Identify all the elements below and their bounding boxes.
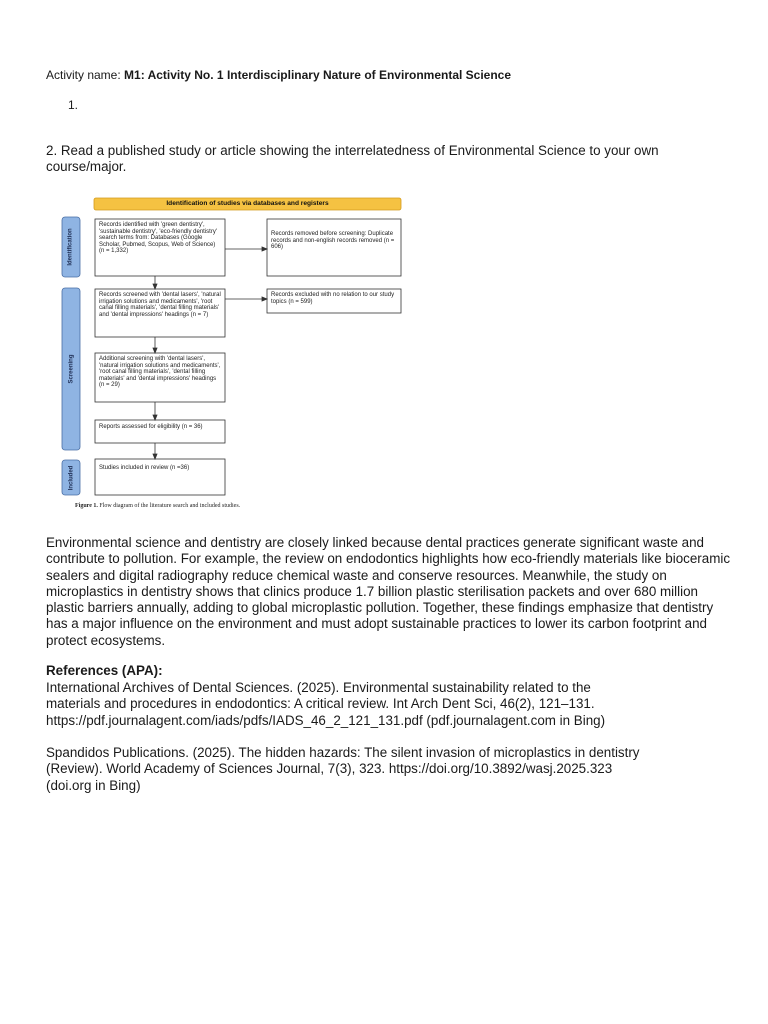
- activity-name-line: [46, 68, 511, 82]
- reference-1-line-2: materials and procedures in endodontics: A critical review. Int Arch Dent Sci, 46(2), 121–131.: [46, 696, 595, 712]
- references-heading: References (APA):: [46, 663, 163, 678]
- box-records-screened: Records screened with 'dental lasers', 'natural irrigation solutions and medicaments', 'root canal filling materials', 'dental filling materials' and 'dental impressions' headings (n = 7): [99, 292, 221, 318]
- stage-identification: Identification: [68, 228, 74, 266]
- stage-included: Included: [68, 465, 75, 490]
- list-item-1: 1.: [68, 98, 79, 112]
- box-additional-screening: Additional screening with 'dental lasers', 'natural irrigation solutions and medicaments', 'root canal filling materials', 'dental filling materials' and 'dental impressions' headings (n = 29): [99, 356, 221, 389]
- box-reports-assessed: Reports assessed for eligibility (n = 36): [99, 424, 203, 430]
- reference-1-line-1: International Archives of Dental Sciences. (2025). Environmental sustainability related to the: [46, 680, 591, 695]
- box-studies-included: Studies included in review (n =36): [99, 465, 190, 471]
- reference-1: [46, 680, 746, 729]
- figure-caption: Figure 1. Flow diagram of the literature search and included studies.: [75, 503, 241, 509]
- reference-1-line-3[interactable]: https://pdf.journalagent.com/iads/pdfs/IADS_46_2_121_131.pdf (pdf.journalagent.com in Bing): [46, 712, 606, 728]
- reference-2-line-3: (doi.org in Bing): [46, 777, 141, 793]
- box-records-excluded: Records excluded with no relation to our study topics (n = 599): [271, 292, 395, 305]
- flow-diagram-figure: [60, 193, 408, 516]
- reference-2-line-1: Spandidos Publications. (2025). The hidden hazards: The silent invasion of microplastics in dentistry: [46, 745, 640, 760]
- box-records-identified: Records identified with 'green dentistry', 'sustainable dentistry', 'eco-friendly dentistry' search terms from: Databases (Google Scholar, Pubmed, Scopus, Web of Science) (n = 1,332): [99, 222, 217, 255]
- activity-title: M1: Activity No. 1 Interdisciplinary Nature of Environmental Science: [124, 68, 512, 82]
- box-records-removed: Records removed before screening: Duplicate records and non-english records removed (n = 606): [271, 231, 395, 251]
- flow-header: Identification of studies via databases and registers: [166, 200, 329, 207]
- body-paragraph: Environmental science and dentistry are closely linked because dental practices generate significant waste and contribute to pollution. For example, the review on endodontics highlights how eco-friendly materials like bioceramic sealers and digital radiography reduce chemical waste and conserve resources. Meanwhile, the study on microplastics in dentistry shows that clinics produce 1.7 billion plastic sterilisation packets and over 680 million plastic barriers annually, adding to global microplastic pollution. Together, these findings emphasize that dentistry has a major influence on the environment and must adopt sustainable practices to lower its carbon footprint and protect ecosystems.: [46, 535, 731, 648]
- activity-prefix: Activity name:: [46, 68, 125, 82]
- question-2: 2. Read a published study or article showing the interrelatedness of Environmental Science to your own course/major.: [46, 143, 659, 175]
- reference-2-line-2[interactable]: (Review). World Academy of Sciences Journal, 7(3), 323. https://doi.org/10.3892/wasj.2025.323: [46, 761, 613, 777]
- reference-2: [46, 745, 746, 794]
- stage-screening: Screening: [68, 354, 75, 384]
